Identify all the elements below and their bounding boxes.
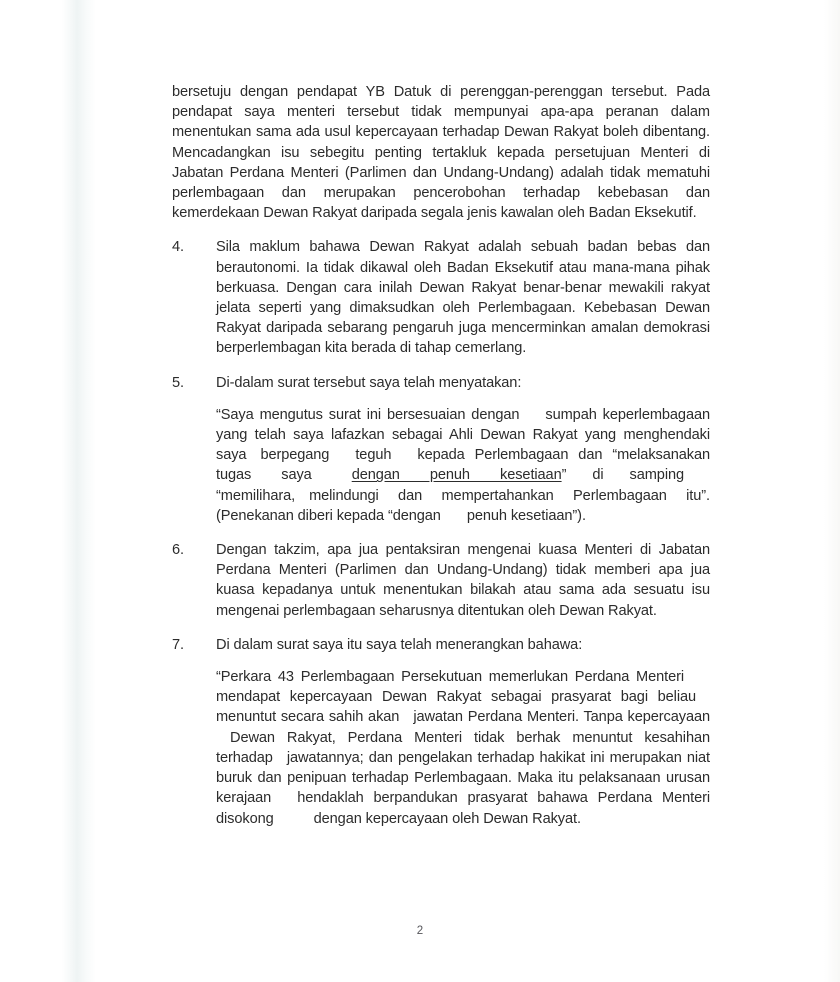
paragraph-6-number: 6. <box>172 542 184 559</box>
paragraph-7-number: 7. <box>172 636 184 653</box>
paragraph-4-text: Sila maklum bahawa Dewan Rakyat adalah sebuah badan bebas dan berautonomi. Ia tidak dikawal oleh Badan Eksekutif atau mana-mana pihak berkuasa. Dengan cara inilah Dewan Rakyat benar-benar mewakili rakyat jelata seperti yang dimaksudkan oleh Perlembagaan. Kebebasan Dewan Rakyat daripada sebarang pengaruh juga mencerminkan amalan demokrasi berperlembagan kita berada di tahap cemerlang. <box>216 239 710 357</box>
quote7-part2: mendapat kepercayaan Dewan Rakyat sebagai prasyarat bagi beliau <box>216 689 696 706</box>
quote7-part8: dengan kepercayaan oleh Dewan Rakyat. <box>313 810 581 827</box>
quote5-part11: penuh kesetiaan”). <box>466 507 586 524</box>
quote5-part8: samping <box>629 467 684 484</box>
paragraph-4 <box>172 237 710 358</box>
quote7-part5: Dewan Rakyat, Perdana Menteri tidak berhak menuntut kesahihan terhadap <box>216 729 710 766</box>
scan-seam-artifact <box>62 0 96 982</box>
quote5-part3: berpegang <box>260 447 330 464</box>
paragraph-continued-text: bersetuju dengan pendapat YB Datuk di perenggan-perenggan tersebut. Pada pendapat saya menteri tersebut tidak mempunyai apa-apa peranan dalam menentukan sama ada usul kepercayaan terhadap Dewan Rakyat boleh dibentang. Mencadangkan isu sebegitu penting tertakluk kepada persetujuan Menteri di Jabatan Perdana Menteri (Parlimen dan Undang-Undang) adalah tidak mematuhi perlembagaan dan merupakan pencerobohan terhadap kebebasan dan kemerdekaan Dewan Rakyat daripada segala jenis kawalan oleh Badan Eksekutif. <box>172 84 710 222</box>
page-number: 2 <box>416 925 424 937</box>
paragraph-5 <box>172 373 710 393</box>
quote5-part10: melindungi dan mempertahankan Perlembagaan itu”. (Penekanan diberi kepada “dengan <box>216 487 710 524</box>
quote7-part4: jawatan Perdana Menteri. Tanpa kepercayaan <box>413 709 710 726</box>
quote7-part6: jawatannya; dan pengelakan terhadap hakikat ini merupakan niat buruk dan penipuan terhadap Perlembagaan. Maka itu pelaksanaan urusan kerajaan <box>216 749 710 807</box>
paragraph-6 <box>172 540 710 621</box>
quote5-part2: sumpah keperlembagaan yang telah saya lafazkan sebagai Ahli Dewan Rakyat yang menghendaki saya <box>216 406 710 464</box>
quote5-part9: “memilihara, <box>216 487 296 504</box>
scan-edge-shadow <box>824 0 840 982</box>
quote5-part7: di <box>592 467 604 484</box>
quote5-underlined-emphasis: dengan penuh kesetiaan <box>351 467 562 484</box>
quote5-part1: “Saya mengutus surat ini bersesuaian dengan <box>216 406 520 423</box>
quote7-part1: “Perkara 43 Perlembagaan Persekutuan memerlukan Perdana Menteri <box>216 669 684 686</box>
quotation-block-5 <box>216 405 710 526</box>
quote5-part6: ” <box>561 467 567 484</box>
paragraph-5-number: 5. <box>172 374 184 391</box>
paragraph-continued <box>172 82 710 223</box>
quotation-block-7 <box>216 667 710 829</box>
paragraph-7-text: Di dalam surat saya itu saya telah menerangkan bahawa: <box>216 636 583 653</box>
document-text-body <box>172 82 710 843</box>
paragraph-7 <box>172 635 710 655</box>
paragraph-6-text: Dengan takzim, apa jua pentaksiran mengenai kuasa Menteri di Jabatan Perdana Menteri (Parlimen dan Undang-Undang) tidak memberi apa jua kuasa kepadanya untuk menentukan bilakah atau sama ada sesuatu isu mengenai perlembagaan seharusnya ditentukan oleh Dewan Rakyat. <box>216 542 710 619</box>
paragraph-4-number: 4. <box>172 239 184 256</box>
quote7-part7: hendaklah berpandukan prasyarat bahawa Perdana Menteri disokong <box>216 790 710 827</box>
paragraph-5-text: Di-dalam surat tersebut saya telah menyatakan: <box>216 374 522 391</box>
quote7-part3: menuntut secara sahih akan <box>216 709 400 726</box>
quote5-part4: teguh <box>355 447 392 464</box>
quote5-part5: kepada Perlembagaan dan “melaksanakan tugas saya <box>216 447 710 484</box>
